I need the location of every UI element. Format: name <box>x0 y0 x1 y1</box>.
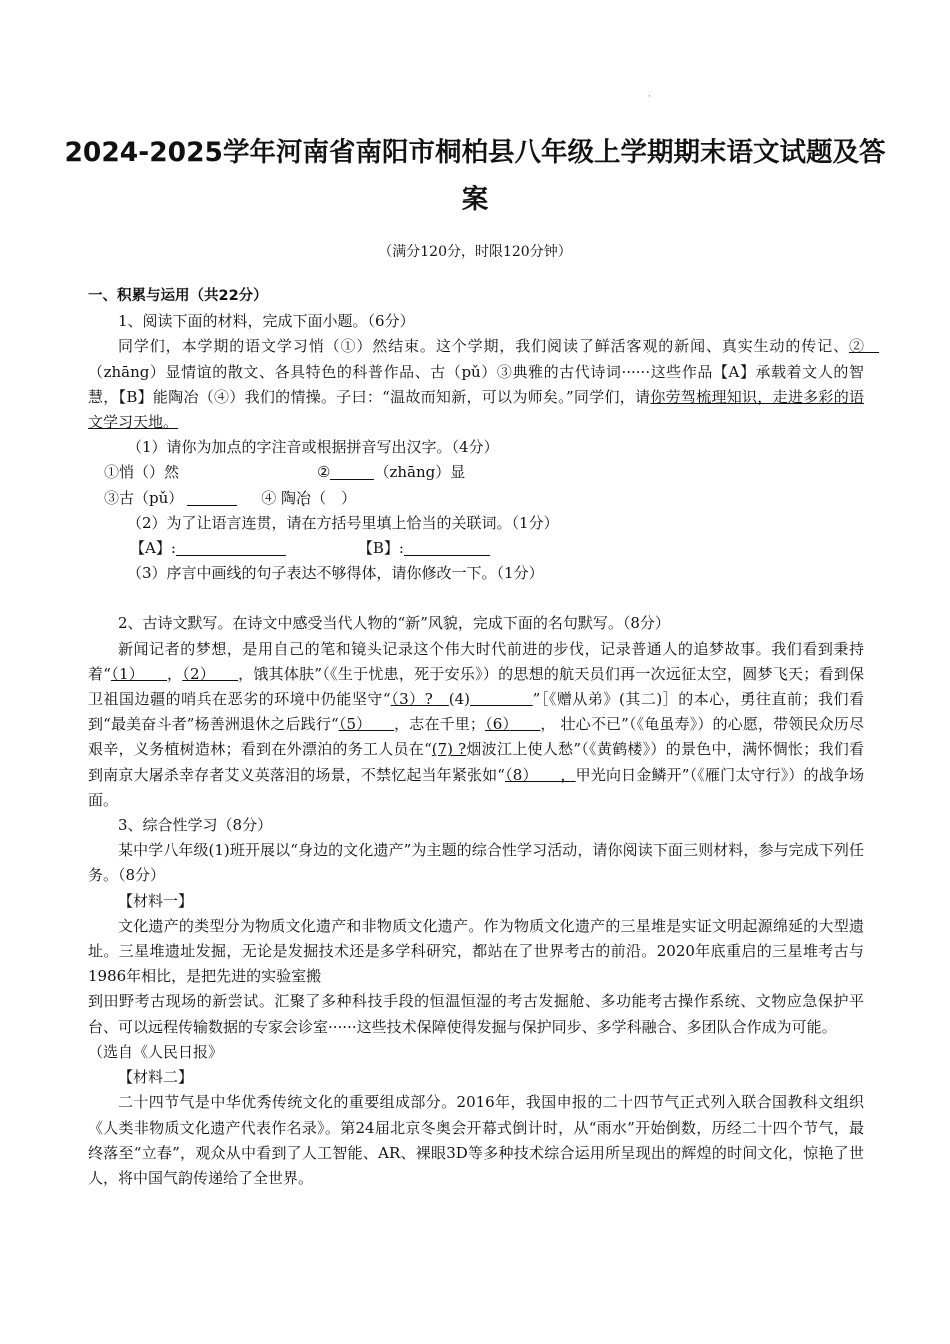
q2-blank3[interactable]: （3）? <box>390 690 433 709</box>
q2-blank8[interactable]: （8） ， <box>504 765 576 784</box>
q1-item2-num: ② <box>317 463 331 482</box>
q1-passage <box>88 334 864 435</box>
material1-label: 【材料一】 <box>118 891 194 910</box>
q1-sub2-a-label: 【A】: <box>130 539 176 558</box>
doc-title-line2: 案 <box>461 184 489 215</box>
q2-blank2[interactable]: （2） <box>182 664 208 683</box>
q3-intro: 某中学八年级(1)班开展以“身边的文化遗产”为主题的综合性学习活动，请你阅读下面三则材料，参与完成下列任务。（8分） <box>88 841 864 885</box>
q2-blank1[interactable]: （1） <box>110 664 137 683</box>
doc-subtitle: （满分120分，时限120分钟） <box>378 244 572 260</box>
q1-underlined-sentence: 你劳驾梳理知识，走进多彩的语文学习天地。 <box>88 387 864 432</box>
material1-para2: 到田野考古现场的新尝试。汇聚了多种科技手段的恒温恒湿的考古发掘舱、多功能考古操作系统、文物应急保护平台、可以远程传输数据的专家会诊室······这些技术保障使得发掘与保护同步、多学科融合、多团队合作成为可能。 <box>88 992 864 1036</box>
q2-blank6[interactable]: （6） <box>484 715 511 734</box>
q1-sub1: （1）请你为加点的字注音或根据拼音写出汉字。（4分） <box>127 438 499 457</box>
section1-heading: 一、积累与运用（共22分） <box>88 288 268 304</box>
material2-para1: 二十四节气是中华优秀传统文化的重要组成部分。2016年，我国申报的二十四节气正式列入联合国教科文组织《人类非物质文化遗产代表作名录》。第24届北京冬奥会开幕式倒计时，从“雨水”开始倒数，历经二十四个节气，最终落至“立春”，观众从中看到了人工智能、AR、裸眼3D等多种技术综合运用所呈现出的辉煌的时间文化，惊艳了世人，将中国气韵传递给了全世界。 <box>88 1093 864 1187</box>
material1-para1: 文化遗产的类型分为物质文化遗产和非物质文化遗产。作为物质文化遗产的三星堆是实证文明起源绵延的大型遗址。三星堆遗址发掘，无论是发掘技术还是多学科研究，都站在了世界考古的前沿。2020年底重启的三星堆考古与1986年相比，是把先进的实验室搬 <box>88 916 864 986</box>
q1-sub2-a-blank[interactable] <box>176 538 286 556</box>
q1-sub2-b-label: 【B】: <box>357 539 404 558</box>
q1-items-row1 <box>88 460 864 485</box>
doc-body <box>88 284 864 1191</box>
q2-blank4[interactable] <box>470 690 533 708</box>
material1-source: （选自《人民日报》 <box>88 1042 224 1061</box>
q3-stem: 3、综合性学习（8分） <box>118 816 273 835</box>
q1-sub2-b-blank[interactable] <box>404 538 490 556</box>
q1-item1: ①悄（）然 <box>104 463 180 482</box>
q1-stem: 1、阅读下面的材料，完成下面小题。（6分） <box>118 312 415 331</box>
q2-stem: 2、古诗文默写。在诗文中感受当代人物的“新”风貌，完成下面的名句默写。（8分） <box>118 614 670 633</box>
doc-title-line1: 2024-2025学年河南省南阳市桐柏县八年级上学期期末语文试题及答 <box>64 137 886 168</box>
q1-item2-blank[interactable] <box>330 462 374 480</box>
q1-item4-char: 冶 <box>296 488 312 507</box>
q1-item2-tail: （zhāng）显 <box>374 463 466 482</box>
q1-item4-pre: ④ 陶 <box>261 488 297 507</box>
q1-passage-b: （zhāng）显情谊的散文、各具特色的科普作品、古（pǔ）③典雅的古代诗词······这些作品【A】承载着文人的智慧，【B】能陶冶（④）我们的情操。子曰：“温故而知新，可以为师矣。”同学们，请 <box>88 362 864 406</box>
q1-passage-blank2: ② <box>848 337 864 356</box>
q1-passage-a: 同学们，本学期的语文学习悄（①）然结束。这个学期，我们阅读了鲜活客观的新闻、真实生动的传记、 <box>118 337 849 356</box>
q1-item3: ③古（pǔ） <box>104 488 184 507</box>
q2-blank7[interactable]: (7) ? <box>431 740 467 759</box>
q2-blank5[interactable]: （5） <box>338 715 364 734</box>
material2-label: 【材料二】 <box>118 1068 194 1087</box>
q1-sub3: （3）序言中画线的句子表达不够得体，请你修改一下。（1分） <box>127 564 544 583</box>
q1-sub2-answers <box>88 536 864 561</box>
q1-sub2: （2）为了让语言连贯，请在方括号里填上恰当的关联词。（1分） <box>127 513 559 532</box>
q2-passage: 新闻记者的梦想，是用自己的笔和镜头记录这个伟大时代前进的步伐，记录普通人的追梦故事。我们看到秉持着“（1） ，（2） ，饿其体肤”（《生于忧患，死于安乐》）的思想的航天员们再一次远征太空，圆梦飞天；看到保卫祖国边疆的哨兵在恶劣的环境中仍能坚守“（3）? (4) ”［《赠从弟》(其二)］的本心，勇往直前；我们看到“最美奋斗者”杨善洲退休之后践行“（5） ，志在千里；（6） ， 壮心不已”（《龟虽寿》）的心愿，带领民众历尽艰辛，义务植树造林；看到在外漂泊的务工人员在“(7) ?烟波江上使人愁”（《黄鹤楼》）的景色中，满怀惆怅；我们看到南京大屠杀幸存者艾义英落泪的场景，不禁忆起当年紧张如“（8） ，甲光向日金鳞开”（《雁门太守行》）的战争场面。 <box>88 639 865 809</box>
q1-item4-tail: （ ） <box>311 488 357 507</box>
q1-item3-blank[interactable] <box>187 488 237 506</box>
header-dot: · <box>648 92 651 102</box>
q1-items-row2 <box>88 486 864 511</box>
